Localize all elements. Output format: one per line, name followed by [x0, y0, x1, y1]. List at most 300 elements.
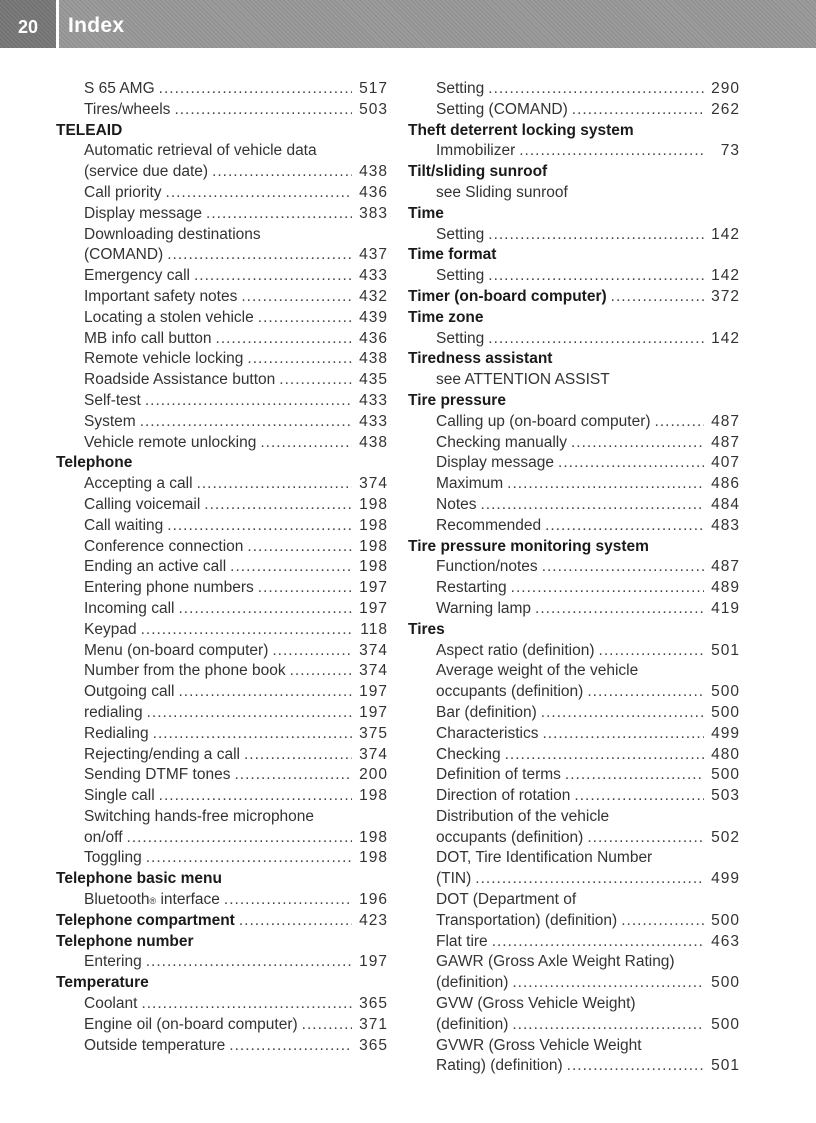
dot-leader	[519, 141, 704, 162]
page-reference: 517	[359, 80, 388, 97]
index-entry	[408, 1056, 740, 1077]
index-entry	[408, 682, 740, 703]
entry-text: Checking	[436, 745, 501, 763]
dot-leader	[505, 745, 704, 766]
page-reference: 290	[711, 80, 740, 97]
page-reference: 500	[711, 766, 740, 784]
page-reference: 486	[711, 475, 740, 493]
index-entry	[56, 807, 388, 828]
dot-leader	[565, 765, 704, 786]
entry-text: Call waiting	[84, 516, 164, 534]
dot-leader	[511, 578, 704, 599]
entry-text: Aspect ratio (definition)	[436, 641, 595, 659]
dot-leader	[492, 932, 704, 953]
page-reference: 503	[359, 100, 388, 118]
page-reference: 433	[359, 412, 388, 430]
entry-text: Entering	[84, 953, 142, 971]
entry-text: S 65 AMG	[84, 80, 155, 97]
entry-text: Switching hands-free microphone	[84, 807, 315, 825]
page-reference: 118	[360, 620, 388, 638]
index-entry	[56, 162, 388, 183]
index-entry	[408, 266, 740, 287]
entry-text: Bluetooth	[84, 891, 150, 909]
index-entry	[408, 641, 740, 662]
page-reference: 197	[359, 953, 388, 971]
dot-leader	[535, 599, 704, 620]
dot-leader	[229, 1036, 352, 1057]
dot-leader	[146, 848, 352, 869]
index-entry	[56, 100, 388, 121]
page-reference: 262	[711, 100, 740, 118]
index-entry	[56, 495, 388, 516]
index-entry	[408, 370, 740, 391]
page-reference: 436	[359, 329, 388, 347]
dot-leader	[167, 245, 352, 266]
dot-leader	[174, 100, 352, 121]
page-reference: 197	[359, 599, 388, 617]
page-reference: 198	[359, 495, 388, 513]
dot-leader	[574, 786, 704, 807]
entry-text: GVWR (Gross Vehicle Weight	[436, 1036, 642, 1054]
dot-leader	[140, 412, 352, 433]
index-entry	[56, 266, 388, 287]
entry-text: redialing	[84, 703, 143, 721]
dot-leader	[230, 557, 352, 578]
page-reference: 372	[711, 287, 740, 305]
entry-text: System	[84, 412, 136, 430]
index-entry	[408, 703, 740, 724]
entry-text: Accepting a call	[84, 475, 193, 493]
dot-leader	[127, 828, 352, 849]
index-entry	[408, 994, 740, 1015]
dot-leader	[241, 287, 352, 308]
index-heading	[408, 121, 740, 142]
index-heading	[56, 869, 388, 890]
dot-leader	[178, 599, 352, 620]
page-reference: 500	[711, 683, 740, 701]
index-entry	[56, 474, 388, 495]
index-entry	[408, 453, 740, 474]
entry-text: Emergency call	[84, 267, 190, 285]
index-entry	[56, 599, 388, 620]
dot-leader	[247, 349, 352, 370]
page-reference: 198	[359, 537, 388, 555]
entry-text: Redialing	[84, 724, 149, 742]
index-entry	[56, 620, 388, 641]
dot-leader	[153, 724, 352, 745]
dot-leader	[260, 433, 352, 454]
index-entry	[56, 183, 388, 204]
page-reference: 142	[711, 225, 740, 243]
index-heading	[408, 308, 740, 329]
page-reference: 374	[359, 641, 388, 659]
index-entry	[56, 287, 388, 308]
dot-leader	[599, 641, 704, 662]
dot-leader	[212, 162, 352, 183]
page-reference: 438	[359, 433, 388, 451]
dot-leader	[587, 682, 704, 703]
entry-text: Restarting	[436, 579, 507, 597]
index-entry	[408, 973, 740, 994]
index-column-right	[408, 79, 740, 1077]
index-entry	[408, 412, 740, 433]
entry-text: Setting	[436, 80, 485, 97]
page-reference: 371	[359, 1015, 388, 1033]
entry-text: MB info call button	[84, 329, 212, 347]
dot-leader	[542, 557, 704, 578]
index-entry	[408, 745, 740, 766]
dot-leader	[587, 828, 704, 849]
entry-text: Warning lamp	[436, 599, 532, 617]
index-entry	[408, 578, 740, 599]
page-reference: 200	[359, 766, 388, 784]
dot-leader	[475, 869, 704, 890]
dot-leader	[194, 266, 352, 287]
entry-text: Single call	[84, 787, 155, 805]
entry-text: Menu (on-board computer)	[84, 641, 269, 659]
index-heading	[56, 932, 388, 953]
dot-leader	[279, 370, 352, 391]
page-reference: 73	[720, 142, 740, 160]
entry-text: DOT, Tire Identification Number	[436, 849, 653, 867]
index-heading	[408, 162, 740, 183]
index-entry	[56, 828, 388, 849]
page-reference: 480	[711, 745, 740, 763]
entry-text: Keypad	[84, 620, 137, 638]
dot-leader	[197, 474, 352, 495]
entry-text: Timer (on-board computer)	[408, 287, 607, 305]
entry-text: Setting (COMAND)	[436, 100, 568, 118]
page-reference: 432	[359, 287, 388, 305]
index-entry	[408, 599, 740, 620]
entry-text: Average weight of the vehicle	[436, 662, 639, 680]
dot-leader	[167, 516, 352, 537]
index-entry	[56, 890, 388, 911]
entry-text: DOT (Department of	[436, 891, 577, 909]
index-entry	[408, 183, 740, 204]
page-reference: 500	[711, 974, 740, 992]
index-heading	[408, 204, 740, 225]
dot-leader	[545, 516, 704, 537]
index-entry	[56, 79, 388, 100]
entry-text: Locating a stolen vehicle	[84, 308, 254, 326]
dot-leader	[234, 765, 352, 786]
page-reference: 375	[359, 724, 388, 742]
entry-text: Time format	[408, 246, 497, 264]
page-reference: 500	[711, 911, 740, 929]
page-reference: 142	[711, 267, 740, 285]
entry-text: Distribution of the vehicle	[436, 807, 610, 825]
dot-leader	[166, 183, 352, 204]
entry-text: Number from the phone book	[84, 662, 286, 680]
dot-leader	[558, 453, 704, 474]
entry-text: Immobilizer	[436, 142, 516, 160]
index-entry	[56, 516, 388, 537]
entry-text: Calling up (on-board computer)	[436, 412, 651, 430]
entry-text: (definition)	[436, 974, 509, 992]
dot-leader	[258, 578, 352, 599]
dot-leader	[145, 391, 352, 412]
page-reference: 500	[711, 703, 740, 721]
index-entry	[408, 516, 740, 537]
entry-text: Outside temperature	[84, 1036, 226, 1054]
index-entry	[408, 765, 740, 786]
entry-text: Toggling	[84, 849, 142, 867]
entry-text: Direction of rotation	[436, 787, 571, 805]
index-entry	[56, 786, 388, 807]
index-heading	[56, 453, 388, 474]
index-entry	[408, 786, 740, 807]
entry-text: Outgoing call	[84, 683, 175, 701]
index-entry	[56, 994, 388, 1015]
index-entry	[56, 1015, 388, 1036]
dot-leader	[302, 1015, 352, 1036]
page-reference: 433	[359, 267, 388, 285]
entry-text: Function/notes	[436, 558, 538, 576]
dot-leader	[488, 266, 704, 287]
entry-text: Call priority	[84, 183, 162, 201]
entry-text: Conference connection	[84, 537, 244, 555]
page-header	[0, 0, 816, 48]
dot-leader	[481, 495, 705, 516]
entry-text: Entering phone numbers	[84, 579, 254, 597]
page-reference: 439	[359, 308, 388, 326]
dot-leader	[204, 495, 352, 516]
index-heading	[408, 391, 740, 412]
entry-text-suffix: interface	[156, 891, 220, 909]
page-reference: 499	[711, 724, 740, 742]
entry-text: Setting	[436, 225, 485, 243]
index-entry	[56, 765, 388, 786]
dot-leader	[244, 745, 352, 766]
dot-leader	[541, 703, 704, 724]
dot-leader	[512, 973, 704, 994]
entry-text: Bar (definition)	[436, 703, 537, 721]
index-entry	[408, 807, 740, 828]
dot-leader	[572, 100, 704, 121]
dot-leader	[224, 890, 352, 911]
dot-leader	[290, 661, 352, 682]
index-entry	[56, 703, 388, 724]
index-heading	[408, 537, 740, 558]
index-entry	[56, 682, 388, 703]
dot-leader	[178, 682, 352, 703]
index-entry	[408, 557, 740, 578]
dot-leader	[567, 1056, 704, 1077]
page-reference: 407	[711, 454, 740, 472]
entry-text: Tires	[408, 620, 445, 638]
entry-text: Automatic retrieval of vehicle data	[84, 142, 317, 160]
entry-text: GAWR (Gross Axle Weight Rating)	[436, 953, 675, 971]
index-entry	[56, 848, 388, 869]
index-entry	[56, 225, 388, 246]
index-entry	[56, 370, 388, 391]
dot-leader	[272, 641, 352, 662]
dot-leader	[488, 225, 704, 246]
entry-text: Downloading destinations	[84, 225, 261, 243]
entry-text: Rating) (definition)	[436, 1057, 563, 1075]
dot-leader	[216, 329, 352, 350]
index-entry	[408, 1015, 740, 1036]
index-entry	[408, 433, 740, 454]
index-entry	[56, 245, 388, 266]
entry-text: Maximum	[436, 475, 504, 493]
entry-text: Notes	[436, 495, 477, 513]
entry-text: Tire pressure	[408, 391, 506, 409]
index-entry	[56, 329, 388, 350]
entry-text: Self-test	[84, 391, 141, 409]
entry-text: Temperature	[56, 974, 149, 992]
entry-text: Setting	[436, 329, 485, 347]
index-heading	[408, 287, 740, 308]
page-reference: 198	[359, 849, 388, 867]
index-entry	[408, 141, 740, 162]
index-entry	[56, 661, 388, 682]
index-entry	[56, 141, 388, 162]
entry-text: Roadside Assistance button	[84, 371, 276, 389]
entry-text: Definition of terms	[436, 766, 561, 784]
entry-text: Ending an active call	[84, 558, 227, 576]
entry-text: Tire pressure monitoring system	[408, 537, 649, 555]
index-entry	[56, 349, 388, 370]
entry-text: Time zone	[408, 308, 484, 326]
page-reference: 501	[711, 641, 740, 659]
entry-text: Time	[408, 204, 444, 222]
index-entry	[56, 557, 388, 578]
page-reference: 489	[711, 579, 740, 597]
entry-text: Calling voicemail	[84, 495, 201, 513]
entry-text: Sending DTMF tones	[84, 766, 231, 784]
dot-leader	[543, 724, 705, 745]
dot-leader	[146, 952, 352, 973]
dot-leader	[159, 786, 352, 807]
index-column-left	[56, 79, 388, 1056]
index-entry	[408, 79, 740, 100]
index-entry	[408, 828, 740, 849]
index-entry	[56, 308, 388, 329]
index-entry	[56, 1036, 388, 1057]
entry-text: Recommended	[436, 516, 542, 534]
dot-leader	[507, 474, 704, 495]
index-entry	[56, 724, 388, 745]
index-heading	[56, 973, 388, 994]
entry-text: Characteristics	[436, 724, 539, 742]
entry-text: (service due date)	[84, 163, 209, 181]
page-reference: 196	[359, 891, 388, 909]
entry-text: Rejecting/ending a call	[84, 745, 240, 763]
entry-text: occupants (definition)	[436, 828, 584, 846]
dot-leader	[655, 412, 704, 433]
entry-text: (COMAND)	[84, 246, 164, 264]
page-reference: 423	[359, 911, 388, 929]
page-reference: 383	[359, 204, 388, 222]
entry-text: (definition)	[436, 1015, 509, 1033]
entry-text: Display message	[436, 454, 555, 472]
index-entry	[408, 495, 740, 516]
entry-text: see Sliding sunroof	[436, 183, 568, 201]
dot-leader	[571, 433, 704, 454]
index-entry	[408, 100, 740, 121]
page-reference: 374	[359, 662, 388, 680]
index-entry	[408, 661, 740, 682]
page-reference: 501	[711, 1057, 740, 1075]
dot-leader	[159, 79, 352, 100]
index-entry	[56, 412, 388, 433]
index-entry	[408, 724, 740, 745]
dot-leader	[141, 620, 352, 641]
index-entry	[408, 329, 740, 350]
entry-text: Checking manually	[436, 433, 567, 451]
index-entry	[408, 869, 740, 890]
dot-leader	[239, 911, 352, 932]
index-entry	[56, 391, 388, 412]
entry-text: Theft deterrent locking system	[408, 121, 634, 139]
entry-text: on/off	[84, 828, 123, 846]
page-reference: 483	[711, 516, 740, 534]
dot-leader	[258, 308, 352, 329]
index-entry	[408, 848, 740, 869]
page-number: 20	[0, 0, 56, 48]
dot-leader	[206, 204, 352, 225]
index-heading	[56, 121, 388, 142]
page-reference: 374	[359, 475, 388, 493]
entry-text: Telephone number	[56, 932, 194, 950]
entry-text: occupants (definition)	[436, 683, 584, 701]
entry-text: Tires/wheels	[84, 100, 171, 118]
page-reference: 198	[359, 787, 388, 805]
entry-text: Tilt/sliding sunroof	[408, 163, 548, 181]
index-heading	[56, 911, 388, 932]
page-reference: 436	[359, 183, 388, 201]
index-entry	[56, 578, 388, 599]
entry-text: Important safety notes	[84, 287, 238, 305]
index-entry	[408, 225, 740, 246]
entry-text: see ATTENTION ASSIST	[436, 371, 610, 389]
entry-text: Telephone basic menu	[56, 870, 222, 888]
page-reference: 487	[711, 433, 740, 451]
registered-mark: ®	[149, 896, 157, 907]
index-entry	[56, 204, 388, 225]
page-reference: 437	[359, 246, 388, 264]
entry-text: Setting	[436, 267, 485, 285]
page-reference: 197	[359, 579, 388, 597]
index-heading	[408, 349, 740, 370]
page-reference: 197	[359, 703, 388, 721]
entry-text: Tiredness assistant	[408, 350, 553, 368]
page-reference: 463	[711, 932, 740, 950]
dot-leader	[512, 1015, 704, 1036]
page-reference: 142	[711, 329, 740, 347]
entry-text: Vehicle remote unlocking	[84, 433, 257, 451]
page-reference: 365	[359, 995, 388, 1013]
index-entry	[56, 745, 388, 766]
entry-text: Engine oil (on-board computer)	[84, 1015, 298, 1033]
index-entry	[408, 911, 740, 932]
index-heading	[408, 620, 740, 641]
page-reference: 198	[359, 558, 388, 576]
entry-text: TELEAID	[56, 121, 123, 139]
entry-text: Incoming call	[84, 599, 175, 617]
dot-leader	[621, 911, 704, 932]
index-entry	[408, 952, 740, 973]
page-reference: 438	[359, 350, 388, 368]
index-heading	[408, 245, 740, 266]
index-entry	[56, 952, 388, 973]
dot-leader	[488, 329, 704, 350]
page-reference: 374	[359, 745, 388, 763]
page-reference: 433	[359, 391, 388, 409]
page-reference: 500	[711, 1015, 740, 1033]
